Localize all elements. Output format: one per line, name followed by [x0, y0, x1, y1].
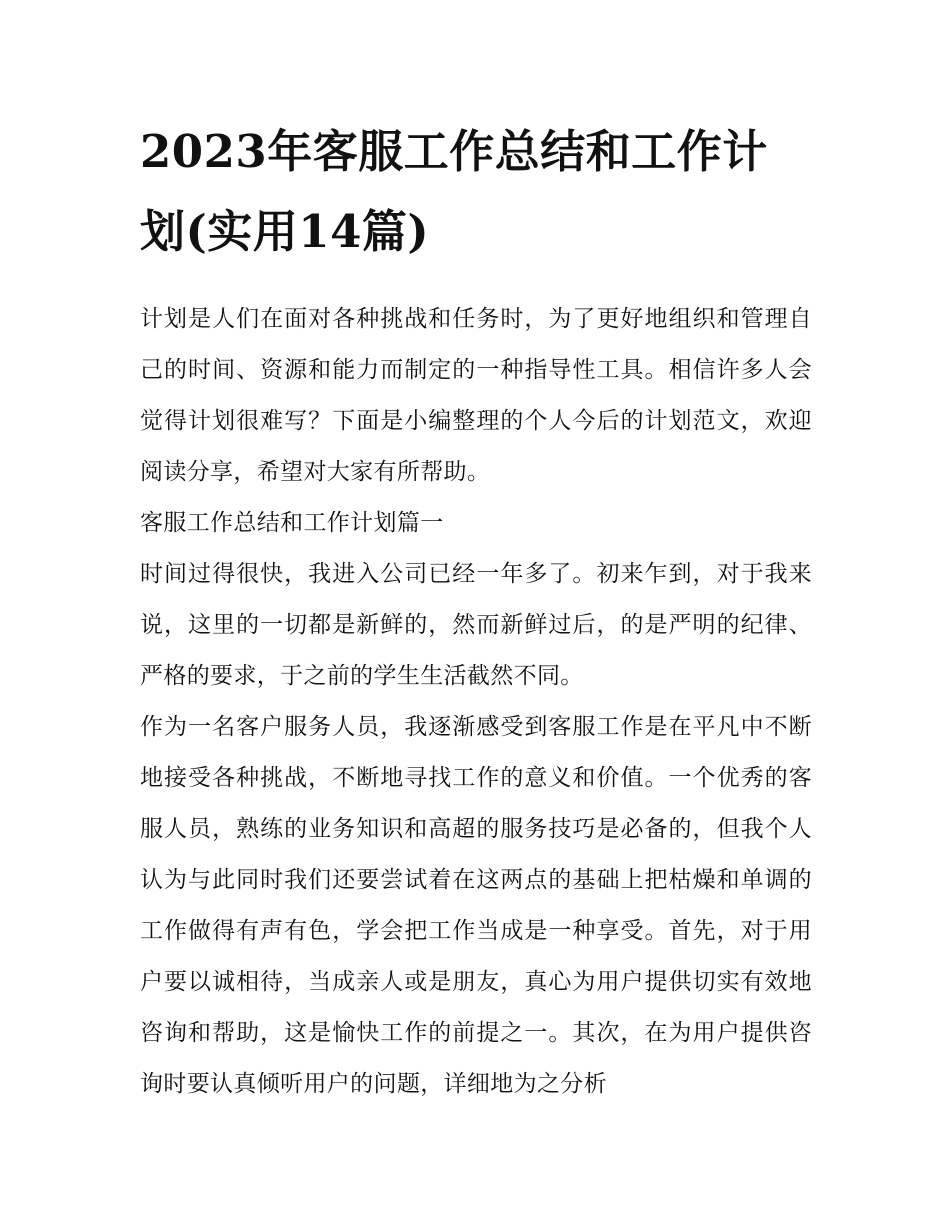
intro-paragraph: 计划是人们在面对各种挑战和任务时，为了更好地组织和管理自己的时间、资源和能力而制定的一种指导性工具。相信许多人会觉得计划很难写？下面是小编整理的个人今后的计划范文，欢迎阅读分享，希望对大家有所帮助。 — [140, 306, 812, 485]
document-title: 2023年客服工作总结和工作计划(实用14篇) — [140, 125, 768, 258]
document-body — [140, 294, 812, 1110]
body-paragraph: 作为一名客户服务人员，我逐渐感受到客服工作是在平凡中不断地接受各种挑战，不断地寻找工作的意义和价值。一个优秀的客服人员，熟练的业务知识和高超的服务技巧是必备的，但我个人认为与此同时我们还要尝试着在这两点的基础上把枯燥和单调的工作做得有声有色，学会把工作当成是一种享受。首先，对于用户要以诚相待，当成亲人或是朋友，真心为用户提供切实有效地咨询和帮助，这是愉快工作的前提之一。其次，在为用户提供咨询时要认真倾听用户的问题，详细地为之分析 — [140, 714, 812, 1097]
section-heading: 客服工作总结和工作计划篇一 — [140, 510, 444, 536]
body-paragraph: 时间过得很快，我进入公司已经一年多了。初来乍到，对于我来说，这里的一切都是新鲜的，然而新鲜过后，的是严明的纪律、严格的要求，于之前的学生生活截然不同。 — [140, 561, 812, 689]
document-page — [140, 112, 812, 1110]
